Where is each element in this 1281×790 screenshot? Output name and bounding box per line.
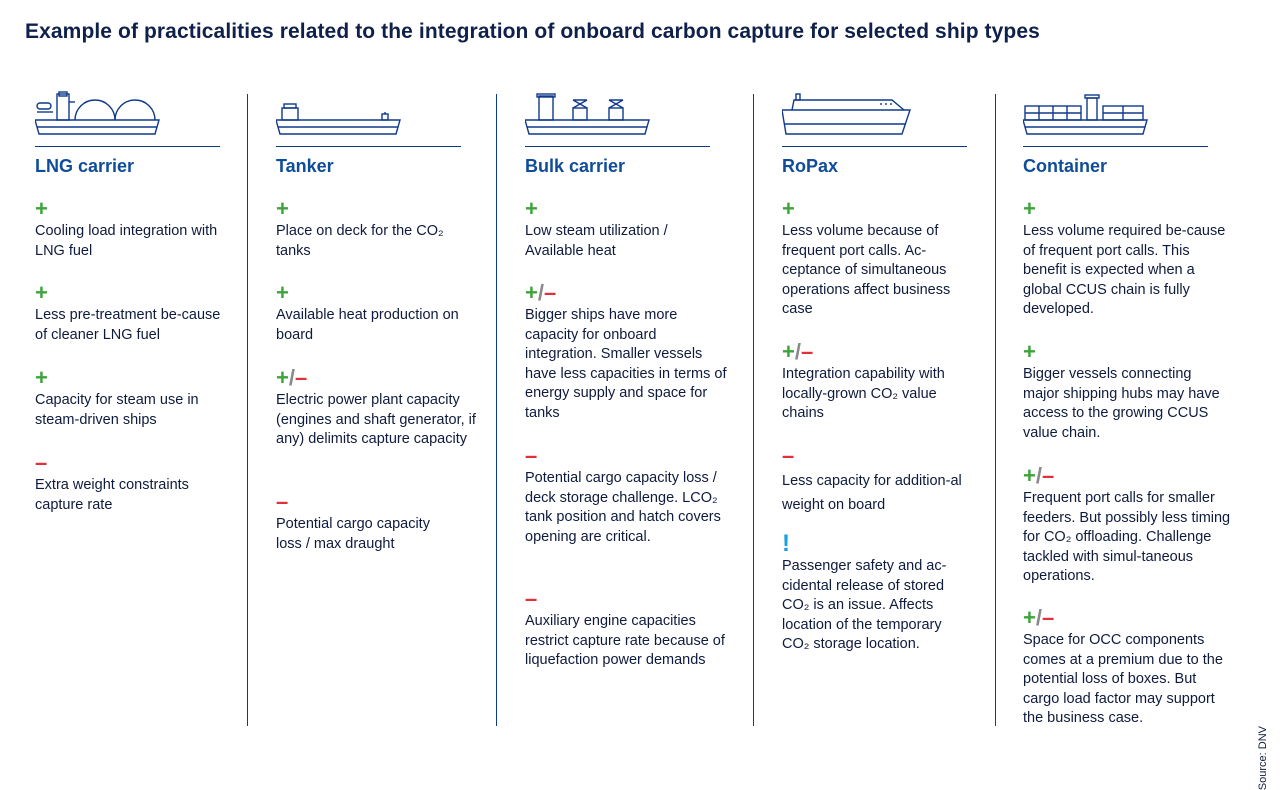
exclamation-icon: ! xyxy=(782,530,790,557)
plus-minus-icon: +/– xyxy=(525,280,557,305)
column-heading: RoPax xyxy=(782,156,839,176)
source-note: Source: DNV xyxy=(1257,726,1269,790)
column-heading: Container xyxy=(1023,156,1108,176)
list-item: + Available heat production on board xyxy=(276,284,476,345)
column-heading: Bulk carrier xyxy=(525,156,626,176)
plus-minus-icon: +/– xyxy=(276,365,308,390)
minus-icon: – xyxy=(276,489,289,514)
page-title: Example of practicalities related to the integration of onboard carbon capture for selected ship types xyxy=(25,20,1040,43)
list-item: +/– Electric power plant capacity (engines and shaft generator, if any) delimits capture capacity xyxy=(276,365,476,447)
plus-minus-icon: +/– xyxy=(1023,463,1055,488)
list-item: – Potential cargo capacity loss / max draught xyxy=(276,493,476,554)
column-heading: LNG carrier xyxy=(35,156,135,176)
header-underline xyxy=(276,146,461,147)
list-item: + Low steam utilization / Available heat xyxy=(525,200,730,261)
list-item: + Less volume because of frequent port calls. Ac-ceptance of simultaneous operations affect business case xyxy=(782,200,972,320)
list-item: – Auxiliary engine capacities restrict capture rate because of liquefaction power demands xyxy=(525,590,730,671)
tanker-icon xyxy=(276,90,406,135)
minus-icon: – xyxy=(525,443,538,468)
plus-icon: + xyxy=(276,196,289,221)
bulk-carrier-icon xyxy=(525,90,655,135)
plus-icon: + xyxy=(276,280,289,305)
minus-icon: – xyxy=(525,586,538,611)
plus-icon: + xyxy=(525,196,538,221)
plus-icon: + xyxy=(35,280,48,305)
list-item: +/– Space for OCC components comes at a premium due to the potential loss of boxes. But cargo load factor may support the business case. xyxy=(1023,609,1238,729)
plus-minus-icon: +/– xyxy=(782,339,814,364)
plus-icon: + xyxy=(1023,196,1036,221)
list-item: + Capacity for steam use in steam-driven ships xyxy=(35,369,225,430)
column-divider xyxy=(995,94,996,726)
plus-icon: + xyxy=(1023,339,1036,364)
plus-icon: + xyxy=(782,196,795,221)
list-item: ! Passenger safety and ac-cidental release of stored CO₂ is an issue. Affects location of the temporary CO₂ storage location. xyxy=(782,535,972,655)
column-divider xyxy=(496,94,497,726)
header-underline xyxy=(525,146,710,147)
plus-icon: + xyxy=(35,365,48,390)
list-item: +/– Frequent port calls for smaller feeders. But possibly less timing for CO₂ offloading. Challenge tackled with simul-taneous operations. xyxy=(1023,467,1238,587)
list-item: – Less capacity for addition-al weight on board xyxy=(782,447,972,517)
column-divider xyxy=(247,94,248,726)
list-item: + Less pre-treatment be-cause of cleaner LNG fuel xyxy=(35,284,225,345)
plus-minus-icon: +/– xyxy=(1023,605,1055,630)
container-ship-icon xyxy=(1023,90,1153,135)
column-heading: Tanker xyxy=(276,156,334,176)
list-item: + Place on deck for the CO₂ tanks xyxy=(276,200,476,261)
list-item: +/– Bigger ships have more capacity for onboard integration. Smaller vessels have less capacities in terms of energy supply and space for tanks xyxy=(525,284,730,423)
minus-icon: – xyxy=(35,450,48,475)
list-item: – Potential cargo capacity loss / deck storage challenge. LCO₂ tank position and hatch covers opening are critical. xyxy=(525,447,730,547)
list-item: + Cooling load integration with LNG fuel xyxy=(35,200,225,261)
list-item: + Bigger vessels connecting major shipping hubs may have access to the growing CCUS value chain. xyxy=(1023,343,1238,443)
list-item: – Extra weight constraints capture rate xyxy=(35,454,225,515)
plus-icon: + xyxy=(35,196,48,221)
list-item: +/– Integration capability with locally-grown CO₂ value chains xyxy=(782,343,972,424)
header-underline xyxy=(1023,146,1208,147)
column-divider xyxy=(753,94,754,726)
list-item: + Less volume required be-cause of frequent port calls. This benefit is expected when a global CCUS chain is fully developed. xyxy=(1023,200,1238,320)
ropax-icon xyxy=(782,90,912,135)
header-underline xyxy=(35,146,220,147)
lng-carrier-icon xyxy=(35,90,165,135)
header-underline xyxy=(782,146,967,147)
minus-icon: – xyxy=(782,443,795,468)
